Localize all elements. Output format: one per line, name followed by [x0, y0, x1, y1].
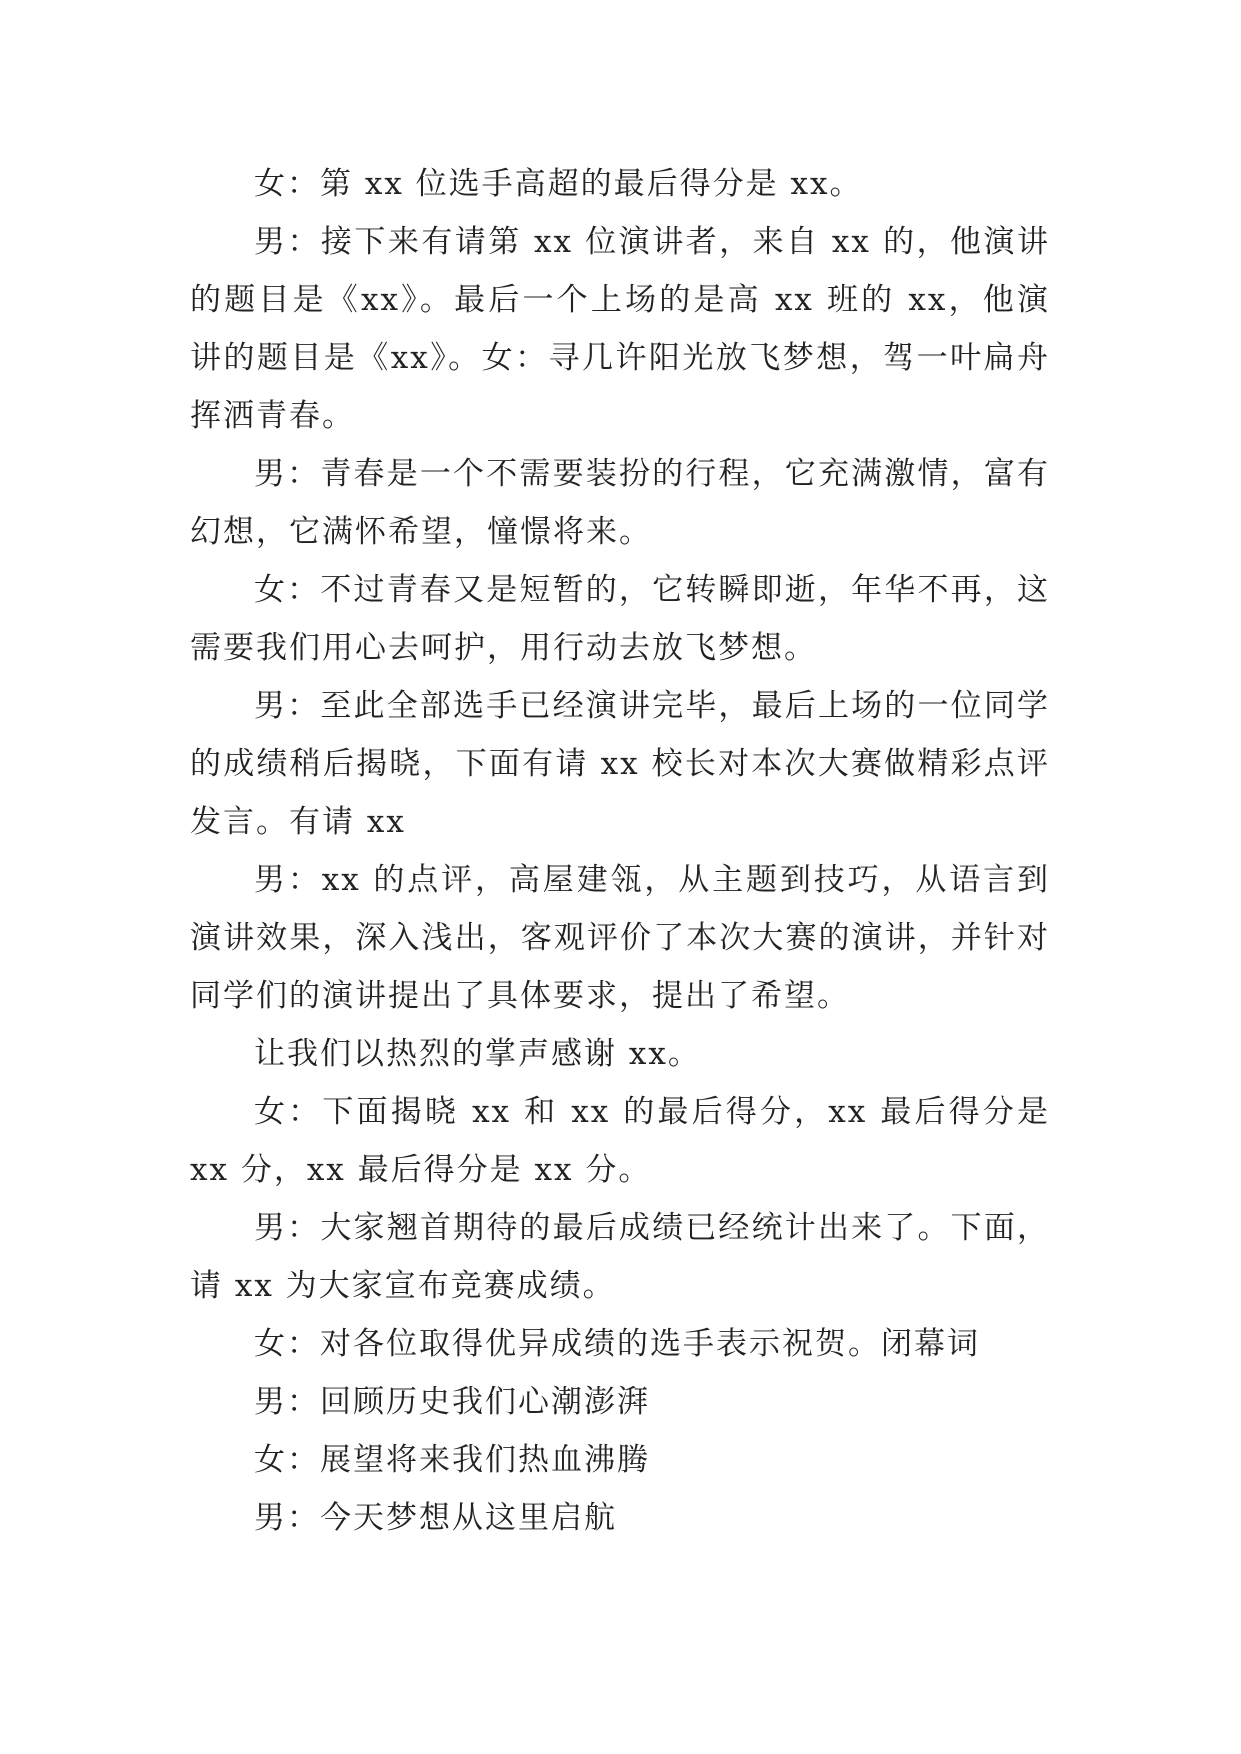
- document-body: [190, 155, 1050, 1547]
- paragraph: 女：展望将来我们热血沸腾: [254, 1442, 650, 1478]
- paragraph: 男：至此全部选手已经演讲完毕，最后上场的一位同学的成绩稍后揭晓，下面有请 xx 校长对本次大赛做精彩点评发言。有请 xx: [190, 688, 1050, 840]
- paragraph: 男：接下来有请第 xx 位演讲者，来自 xx 的，他演讲的题目是《xx》。最后一个上场的是高 xx 班的 xx，他演讲的题目是《xx》。女：寻几许阳光放飞梦想，驾一叶扁舟挥洒青春。: [190, 224, 1050, 434]
- paragraph: 让我们以热烈的掌声感谢 xx。: [254, 1036, 701, 1072]
- paragraph: 男：青春是一个不需要装扮的行程，它充满激情，富有幻想，它满怀希望，憧憬将来。: [190, 456, 1050, 550]
- paragraph: 女：第 xx 位选手高超的最后得分是 xx。: [254, 166, 863, 202]
- paragraph: 男：回顾历史我们心潮澎湃: [254, 1384, 650, 1420]
- paragraph: 女：不过青春又是短暂的，它转瞬即逝，年华不再，这需要我们用心去呵护，用行动去放飞梦想。: [190, 572, 1050, 666]
- paragraph: 女：对各位取得优异成绩的选手表示祝贺。闭幕词: [254, 1326, 980, 1362]
- paragraph: 男：今天梦想从这里启航: [254, 1500, 617, 1536]
- paragraph: 男：大家翘首期待的最后成绩已经统计出来了。下面，请 xx 为大家宣布竞赛成绩。: [190, 1210, 1050, 1304]
- paragraph: 女：下面揭晓 xx 和 xx 的最后得分，xx 最后得分是 xx 分，xx 最后得分是 xx 分。: [190, 1094, 1050, 1188]
- paragraph: 男：xx 的点评，高屋建瓴，从主题到技巧，从语言到演讲效果，深入浅出，客观评价了本次大赛的演讲，并针对同学们的演讲提出了具体要求，提出了希望。: [190, 862, 1050, 1014]
